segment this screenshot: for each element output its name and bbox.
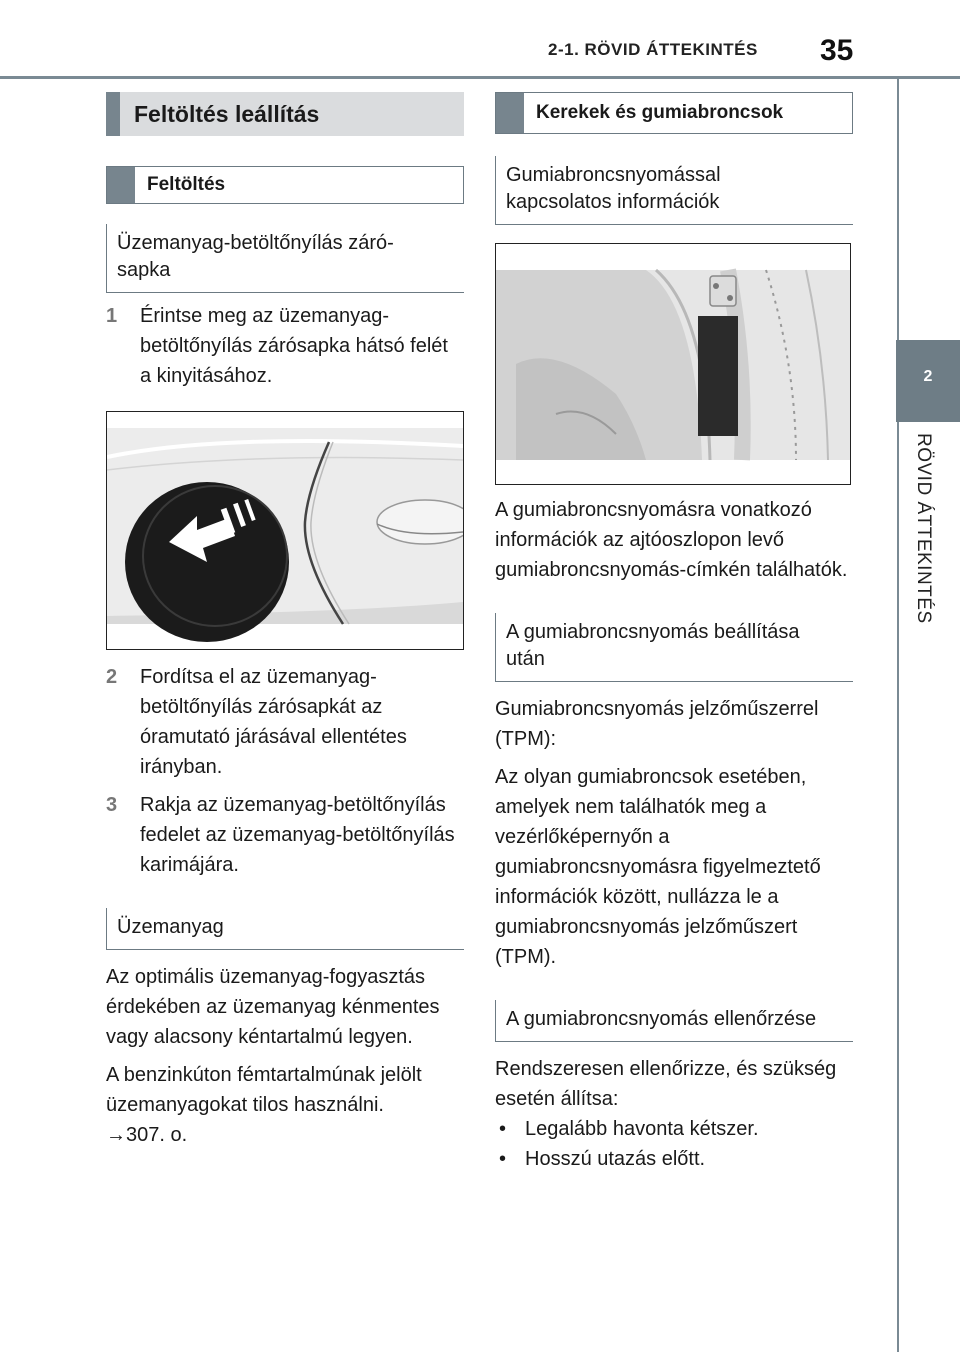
header-rule <box>0 76 960 79</box>
topic-heading: Üzemanyag-betöltőnyílás záró-sapka <box>106 224 464 293</box>
chapter-tab <box>896 340 960 422</box>
left-column <box>106 92 464 1150</box>
step-number: 3 <box>106 794 118 816</box>
section-title-box <box>495 92 853 134</box>
section-marker <box>106 92 120 136</box>
body-paragraph: A gumiabroncsnyomásra vonatkozó információk az ajtóoszlopon levő gumiabroncsnyomás-címkén találhatók. <box>495 499 848 581</box>
chapter-number: 2 <box>923 368 933 385</box>
topic-heading: Gumiabroncsnyomással kapcsolatos információk <box>495 156 853 225</box>
body-paragraph: Gumiabroncsnyomás jelzőműszerrel (TPM): <box>495 698 819 750</box>
bullet-text: Legalább havonta kétszer. <box>525 1118 759 1140</box>
subsection-marker <box>107 167 135 203</box>
body-paragraph: A benzinkúton fémtartalmúnak jelölt üzemanyagokat tilos használni. <box>106 1064 422 1116</box>
subsection-title-box <box>106 166 464 204</box>
body-paragraph: Az optimális üzemanyag-fogyasztás érdekében az üzemanyag kénmentes vagy alacsony kéntartalmú legyen. <box>106 966 440 1048</box>
bullet-dot: • <box>499 1118 507 1140</box>
section-title: Feltöltés leállítás <box>134 100 320 127</box>
bullet-item <box>495 1114 853 1144</box>
page-reference: →307. o. <box>106 1124 188 1146</box>
bullet-dot: • <box>499 1148 507 1170</box>
step-text: Fordítsa el az üzemanyag-betöltőnyílás zárósapkát az óramutató járásával ellentétes irányban. <box>140 666 407 778</box>
step-text: Rakja az üzemanyag-betöltőnyílás fedelet az üzemanyag-betöltőnyílás karimájára. <box>140 794 455 876</box>
section-title: Kerekek és gumiabroncsok <box>536 102 784 123</box>
running-header-title: 2-1. RÖVID ÁTTEKINTÉS <box>548 40 758 59</box>
step-item <box>106 790 464 880</box>
chapter-label: RÖVID ÁTTEKINTÉS <box>913 433 934 624</box>
topic-heading: Üzemanyag <box>106 908 464 950</box>
subsection-title: Feltöltés <box>147 174 226 195</box>
page-number: 35 <box>820 34 854 67</box>
side-divider <box>897 76 899 1352</box>
fuel-cap-illustration <box>107 412 463 649</box>
tire-pressure-label <box>698 316 738 436</box>
topic-heading: A gumiabroncsnyomás ellenőrzése <box>495 1000 853 1042</box>
body-paragraph: Rendszeresen ellenőrizze, és szükség esetén állítsa: <box>495 1058 837 1110</box>
step-text: Érintse meg az üzemanyag-betöltőnyílás zárósapka hátsó felét a kinyitásához. <box>140 305 448 387</box>
step-number: 2 <box>106 666 118 688</box>
step-item <box>106 301 464 391</box>
section-title-bar <box>106 92 464 136</box>
topic-heading: A gumiabroncsnyomás beállítása után <box>495 613 853 682</box>
body-paragraph: Az olyan gumiabroncsok esetében, amelyek nem találhatók meg a vezérlőképernyőn a gumiabroncsnyomásra figyelmeztető információk között, nullázza le a gumiabroncsnyomás jelzőműszert (TPM). <box>495 766 821 968</box>
bullet-text: Hosszú utazás előtt. <box>525 1148 706 1170</box>
step-item <box>106 662 464 782</box>
step-number: 1 <box>106 305 118 327</box>
bullet-item <box>495 1144 853 1174</box>
door-pillar-illustration <box>496 244 850 484</box>
section-marker <box>496 93 524 133</box>
door-pillar-figure <box>495 243 851 485</box>
right-column <box>495 92 853 1174</box>
fuel-cap-figure <box>106 411 464 650</box>
